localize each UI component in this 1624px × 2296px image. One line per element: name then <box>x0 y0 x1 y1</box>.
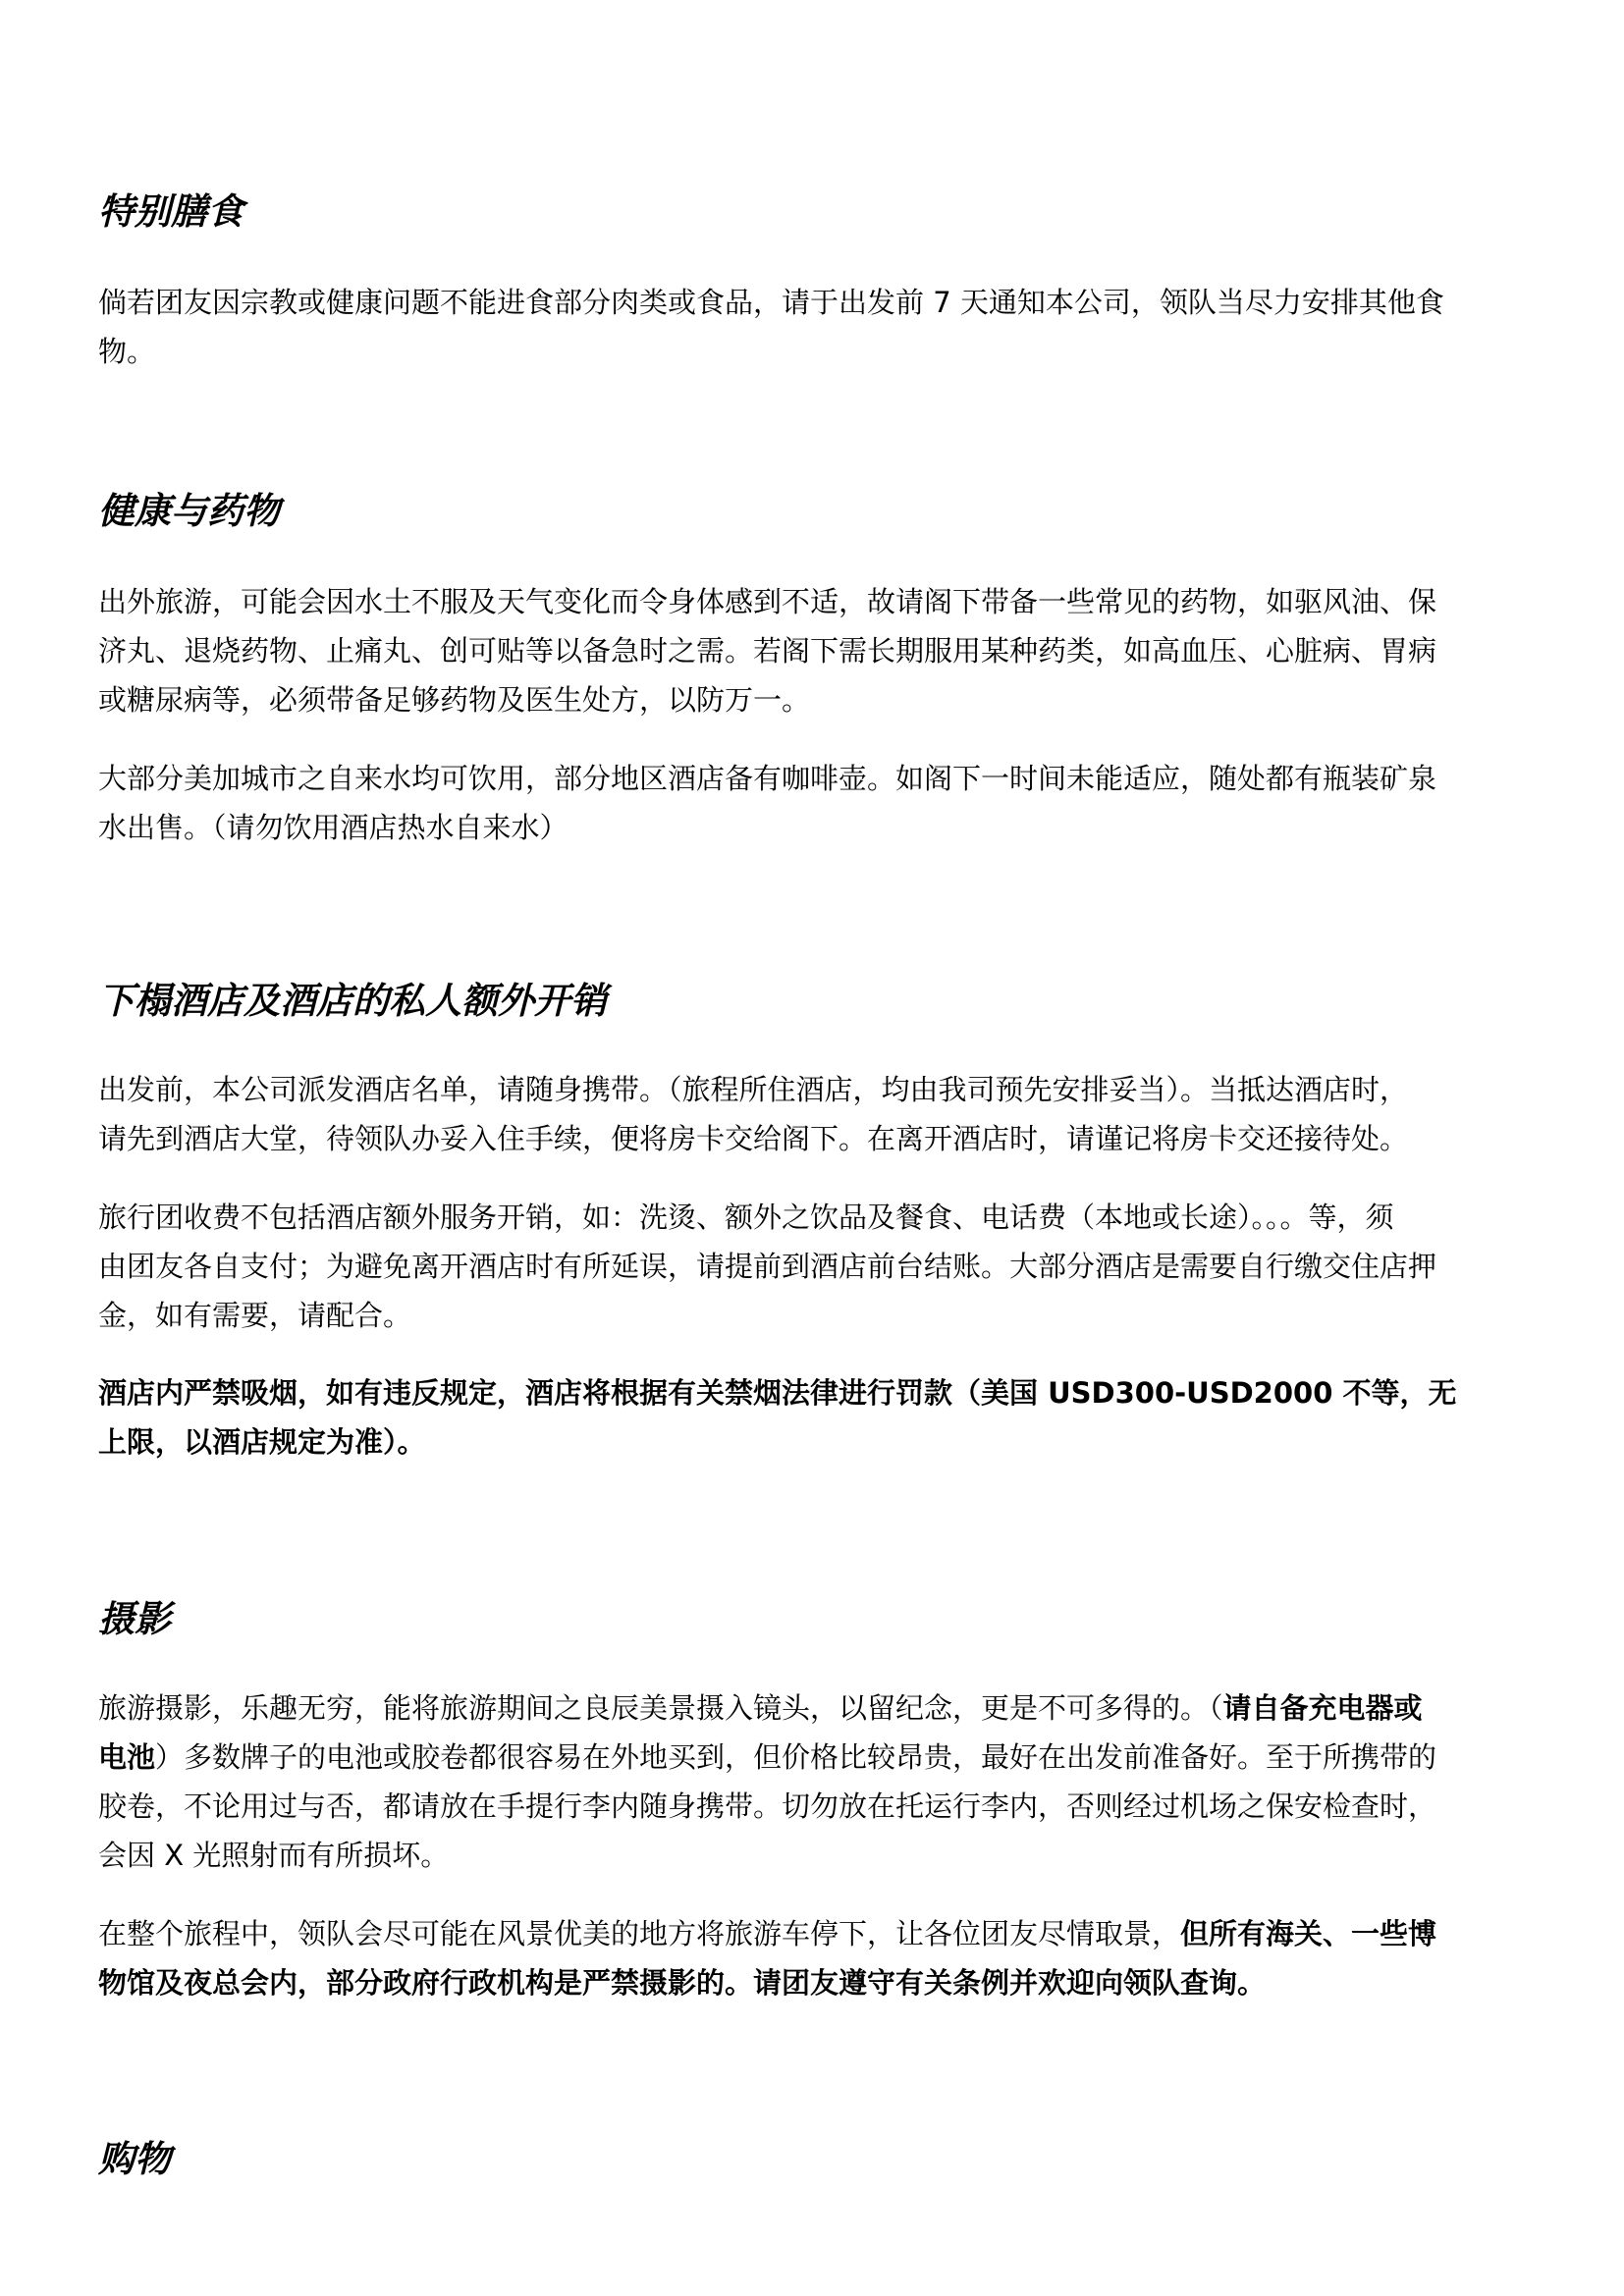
section-heading-health-medicine: 健康与药物 <box>98 490 280 532</box>
paragraph-hotel-extra-charges <box>98 1193 1532 1340</box>
paragraph-no-smoking-notice <box>98 1368 1532 1467</box>
text-line: 大部分美加城市之自来水均可饮用，部分地区酒店备有咖啡壶。如阁下一时间未能适应，随处都有瓶装矿泉 <box>98 762 1437 795</box>
paragraph-health-medicine <box>98 577 1532 724</box>
text-line: 酒店内严禁吸烟，如有违反规定，酒店将根据有关禁烟法律进行罚款（美国 USD300-USD2000 不等，无 <box>98 1376 1457 1410</box>
paragraph-photography-restrictions <box>98 1909 1532 2007</box>
text-line: 由团友各自支付；为避免离开酒店时有所延误，请提前到酒店前台结账。大部分酒店是需要自行缴交住店押 <box>98 1250 1437 1283</box>
section-heading-shopping: 购物 <box>98 2138 171 2180</box>
section-heading-photography: 摄影 <box>98 1598 171 1640</box>
text-line: 请先到酒店大堂，待领队办妥入住手续，便将房卡交给阁下。在离开酒店时，请谨记将房卡交还接待处。 <box>98 1122 1409 1155</box>
text-line: 会因 X 光照射而有所损坏。 <box>98 1839 450 1872</box>
text-line: 出发前，本公司派发酒店名单，请随身携带。（旅程所住酒店，均由我司预先安排妥当）。当抵达酒店时， <box>98 1073 1409 1106</box>
paragraph-tap-water <box>98 754 1532 852</box>
text-line <box>98 1683 1532 1733</box>
text-line: 出外旅游，可能会因水土不服及天气变化而令身体感到不适，故请阁下带备一些常见的药物，如驱风油、保 <box>98 585 1437 618</box>
text-line: 水出售。（请勿饮用酒店热水自来水） <box>98 811 568 844</box>
text-line: 旅行团收费不包括酒店额外服务开销，如：洗烫、额外之饮品及餐食、电话费（本地或长途）。。。等，须 <box>98 1201 1394 1234</box>
text-run: 在整个旅程中，领队会尽可能在风景优美的地方将旅游车停下，让各位团友尽情取景， <box>98 1917 1181 1950</box>
paragraph-special-diet <box>98 278 1532 376</box>
section-heading-hotel-expenses: 下榻酒店及酒店的私人额外开销 <box>98 980 607 1022</box>
paragraph-photography-batteries <box>98 1683 1532 1880</box>
text-line: 金，如有需要，请配合。 <box>98 1299 412 1332</box>
text-line: 济丸、退烧药物、止痛丸、创可贴等以备急时之需。若阁下需长期服用某种药类，如高血压、心脏病、胃病 <box>98 634 1437 667</box>
text-line <box>98 1733 1532 1782</box>
bold-text-run: 电池 <box>98 1740 156 1774</box>
text-run: ）多数牌子的电池或胶卷都很容易在外地买到，但价格比较昂贵，最好在出发前准备好。至于所携带的 <box>155 1740 1437 1774</box>
text-line: 物馆及夜总会内，部分政府行政机构是严禁摄影的。请团友遵守有关条例并欢迎向领队查询。 <box>98 1966 1267 2000</box>
text-run: 旅游摄影，乐趣无穷，能将旅游期间之良辰美景摄入镜头，以留纪念，更是不可多得的。（ <box>98 1691 1223 1725</box>
text-line: 或糖尿病等，必须带备足够药物及医生处方，以防万一。 <box>98 683 811 717</box>
text-line <box>98 1909 1532 1958</box>
bold-text-run: 但所有海关、一些博 <box>1180 1917 1437 1950</box>
text-line: 物。 <box>98 335 156 368</box>
text-line: 倘若团友因宗教或健康问题不能进食部分肉类或食品，请于出发前 7 天通知本公司，领队当尽力安排其他食 <box>98 286 1444 319</box>
paragraph-hotel-checkin <box>98 1065 1532 1163</box>
text-line: 上限，以酒店规定为准）。 <box>98 1425 426 1459</box>
section-heading-special-diet: 特别膳食 <box>98 190 244 233</box>
bold-text-run: 请自备充电器或 <box>1222 1691 1423 1725</box>
text-line: 胶卷，不论用过与否，都请放在手提行李内随身携带。切勿放在托运行李内，否则经过机场之保安检查时， <box>98 1789 1437 1823</box>
